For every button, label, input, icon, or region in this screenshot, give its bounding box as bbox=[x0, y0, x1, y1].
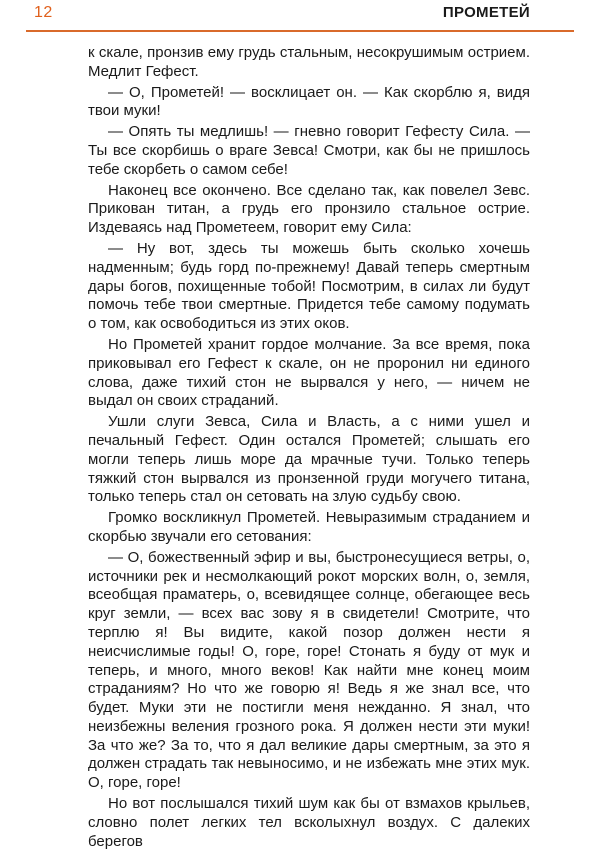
paragraph: — Ну вот, здесь ты можешь быть сколько хочешь надменным; будь горд по-прежнему! Давай теперь смертным дары богов, похищенные тобой! Посмотрим, в силах ли будут помочь тебе твои смертные. Придется тебе самому подумать о том, как освободиться из этих оков. bbox=[88, 239, 530, 333]
paragraph: Громко воскликнул Прометей. Невыразимым страданием и скорбью звучали его сетования: bbox=[88, 509, 530, 545]
paragraph: к скале, пронзив ему грудь стальным, несокрушимым острием. Медлит Гефест. bbox=[88, 44, 530, 80]
text-body bbox=[88, 44, 530, 853]
running-title: ПРОМЕТЕЙ bbox=[442, 4, 530, 21]
paragraph: Но вот послышался тихий шум как бы от взмахов крыльев, словно полет легких тел всколыхнул воздух. С далеких берегов bbox=[88, 795, 530, 850]
paragraph: — О, божественный эфир и вы, быстронесущиеся ветры, о, источники рек и несмолкающий рокот морских волн, о, земля, всеобщая праматерь, о, всевидящее солнце, обегающее весь круг земли, — всех вас зову я в свидетели! Смотрите, что терплю я! Вы видите, какой позор должен нести я неисчислимые годы! О, горе, горе! Стонать я буду от мук и теперь, и много, много веков! Как найти мне конец моим страданиям? Но что же говорю я! Ведь я же знал все, что будет. Муки эти не постигли меня нежданно. Я знал, что неизбежны веления грозного рока. Я должен нести эти муки! За что же? За то, что я дал великие дары смертным, за это я должен страдать так невыносимо, и не избежать мне этих мук. О, горе, горе! bbox=[88, 548, 530, 792]
paragraph: — О, Прометей! — восклицает он. — Как скорблю я, видя твои муки! bbox=[88, 83, 530, 120]
paragraph: Но Прометей хранит гордое молчание. За все время, пока приковывал его Гефест к скале, он не проронил ни единого слова, даже тихий стон не вырвался у него, — ничем не выдал он своих страданий. bbox=[88, 335, 530, 410]
paragraph: Наконец все окончено. Все сделано так, как повелел Зевс. Прикован титан, а грудь его пронзило стальное острие. Издеваясь над Прометеем, говорит ему Сила: bbox=[88, 181, 530, 237]
paragraph: — Опять ты медлишь! — гневно говорит Гефесту Сила. — Ты все скорбишь о враге Зевса! Смотри, как бы не пришлось тебе скорбеть о самом себе! bbox=[88, 123, 530, 178]
page-number: 12 bbox=[34, 4, 53, 21]
paragraph: Ушли слуги Зевса, Сила и Власть, а с ними ушел и печальный Гефест. Один остался Прометей; слышать его могли теперь лишь море да мрачные тучи. Только теперь тяжкий стон вырвался из пронзенной груди могучего титана, только теперь стал он сетовать на злую судьбу свою. bbox=[88, 413, 530, 506]
